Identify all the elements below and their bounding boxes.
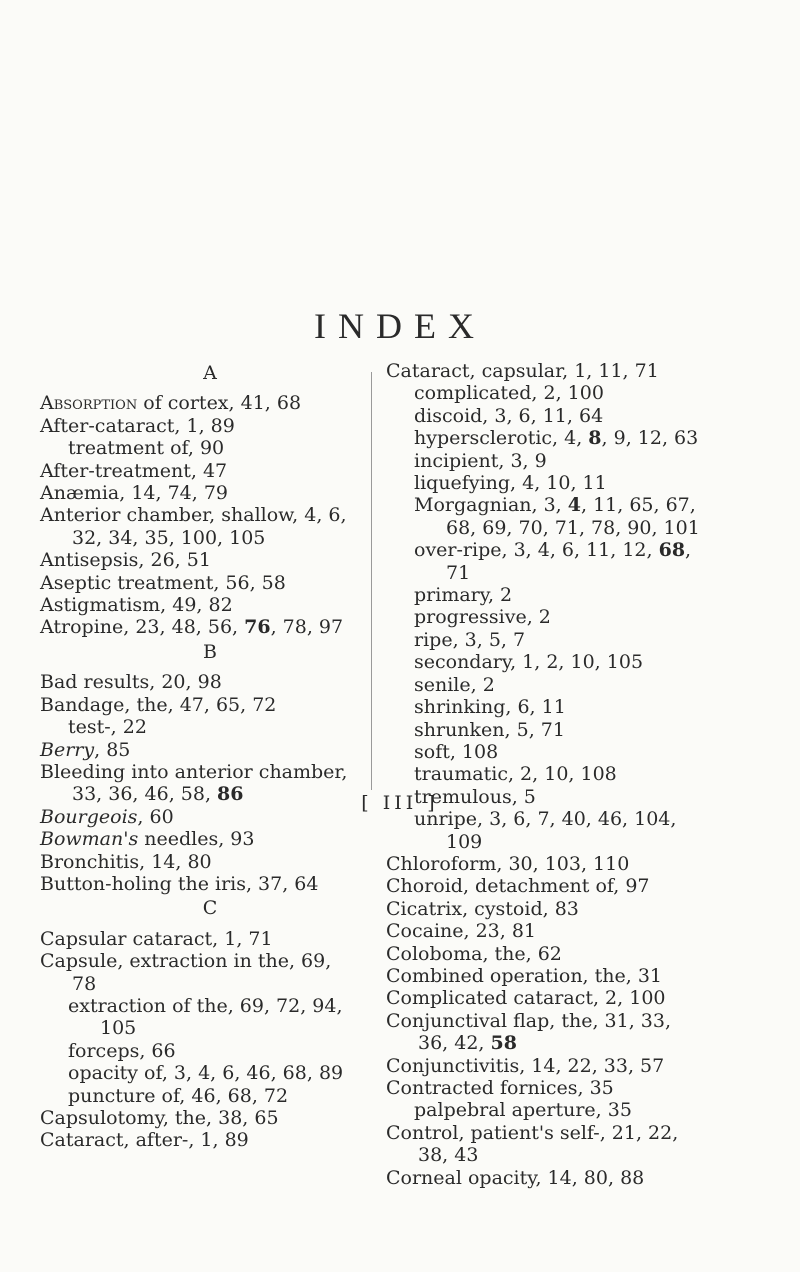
entry-text: shrinking, 6, 11: [414, 696, 566, 719]
index-subentry: [40, 716, 380, 738]
entry-text: puncture of, 46, 68, 72: [68, 1084, 289, 1107]
entry-text: Combined operation, the, 31: [386, 964, 663, 987]
index-subentry: [386, 674, 766, 696]
entry-text: 78: [72, 972, 97, 995]
entry-bold-page: 58: [490, 1032, 517, 1055]
index-entry: [40, 761, 380, 783]
entry-tail: , 11, 65, 67,: [581, 494, 696, 517]
index-entry: [40, 671, 380, 693]
index-continuation: [40, 527, 380, 549]
entry-text: complicated, 2, 100: [414, 382, 604, 405]
entry-text: discoid, 3, 6, 11, 64: [414, 404, 604, 427]
section-letter: A: [203, 362, 217, 384]
index-entry: [40, 873, 380, 895]
index-continuation: [386, 1032, 766, 1054]
index-entry: [40, 549, 380, 571]
entry-text: needles, 93: [138, 828, 255, 851]
entry-text: 36, 42,: [418, 1032, 491, 1055]
index-subentry: [386, 741, 766, 763]
entry-text: Capsulotomy, the, 38, 65: [40, 1107, 279, 1129]
index-entry: [40, 415, 380, 437]
entry-text: opacity of, 3, 4, 6, 46, 68, 89: [68, 1062, 344, 1085]
entry-text: 105: [100, 1017, 137, 1040]
entry-bold-page: 8: [588, 427, 602, 450]
index-continuation: [40, 973, 380, 995]
index-entry: [40, 828, 380, 850]
entry-text: , 60: [137, 805, 174, 828]
index-entry: [40, 594, 380, 616]
entry-text: , 85: [94, 738, 131, 761]
entry-bold-page: 68: [658, 539, 686, 562]
entry-tail: , 78, 97: [270, 616, 344, 639]
index-column-right: [386, 360, 766, 1189]
index-entry: [386, 898, 766, 920]
index-entry: [386, 943, 766, 965]
entry-text: 109: [446, 830, 483, 853]
index-entry: [40, 694, 380, 716]
index-continuation: [386, 831, 766, 853]
entry-text: Anæmia, 14, 74, 79: [40, 482, 229, 505]
index-entry: [386, 360, 766, 382]
entry-text: Bandage, the, 47, 65, 72: [40, 693, 277, 716]
index-entry: [40, 739, 380, 761]
entry-text: Button-holing the iris, 37, 64: [40, 872, 319, 895]
index-subentry: [386, 427, 766, 449]
entry-text: unripe, 3, 6, 7, 40, 46, 104,: [414, 808, 677, 831]
entry-text: After-cataract, 1, 89: [40, 414, 235, 437]
column-divider: [371, 372, 372, 790]
index-entry: [386, 987, 766, 1009]
entry-bold-page: 86: [217, 783, 244, 806]
index-subentry: [386, 382, 766, 404]
entry-text: tremulous, 5: [414, 785, 536, 808]
entry-text: After-treatment, 47: [40, 459, 228, 482]
entry-text: hypersclerotic, 4,: [414, 427, 589, 450]
entry-text: shrunken, 5, 71: [414, 718, 565, 741]
entry-text: 71: [446, 561, 471, 584]
index-subentry: [40, 1040, 380, 1062]
index-entry: [386, 853, 766, 875]
index-subentry: [386, 629, 766, 651]
index-entry: [40, 572, 380, 594]
entry-tail: , 9, 12, 63: [601, 427, 699, 450]
entry-text: Conjunctivitis, 14, 22, 33, 57: [386, 1054, 665, 1077]
index-entry: [40, 928, 380, 950]
entry-text: Bronchitis, 14, 80: [40, 850, 212, 873]
index-continuation: [386, 562, 766, 584]
entry-text: secondary, 1, 2, 10, 105: [414, 651, 644, 674]
index-entry: [386, 1167, 766, 1189]
entry-text: over-ripe, 3, 4, 6, 11, 12,: [414, 539, 659, 562]
index-entry: [386, 1010, 766, 1032]
index-subentry: [386, 584, 766, 606]
entry-italic: Bourgeois: [40, 805, 138, 828]
index-entry: [386, 875, 766, 897]
index-subentry: [40, 437, 380, 459]
entry-text: primary, 2: [414, 584, 513, 607]
entry-text: Cicatrix, cystoid, 83: [386, 897, 579, 920]
index-entry: [40, 392, 380, 414]
index-entry: [40, 460, 380, 482]
entry-bold-page: 4: [567, 494, 581, 517]
index-continuation: [40, 1017, 380, 1039]
index-subentry: [386, 606, 766, 628]
index-column-left: [40, 360, 380, 1152]
index-subentry: [386, 405, 766, 427]
entry-text: incipient, 3, 9: [414, 449, 547, 472]
index-subentry: [386, 539, 766, 561]
entry-text: Chloroform, 30, 103, 110: [386, 852, 630, 875]
page-title: INDEX: [314, 306, 486, 346]
index-entry: [40, 950, 380, 972]
entry-bold-page: 76: [244, 616, 271, 639]
index-subentry: [386, 1099, 766, 1121]
index-subentry: [386, 494, 766, 516]
entry-text: liquefying, 4, 10, 11: [414, 472, 607, 495]
index-subentry: [40, 995, 380, 1017]
entry-text: Choroid, detachment of, 97: [386, 875, 650, 898]
entry-text: Bad results, 20, 98: [40, 671, 222, 694]
index-entry: [386, 965, 766, 987]
entry-text: Bleeding into anterior chamber,: [40, 760, 348, 783]
index-subentry: [386, 651, 766, 673]
index-subentry: [386, 763, 766, 785]
entry-text: senile, 2: [414, 673, 495, 696]
index-subentry: [386, 696, 766, 718]
index-entry: [40, 1129, 380, 1151]
entry-text: palpebral aperture, 35: [414, 1099, 632, 1122]
entry-text: 68, 69, 70, 71, 78, 90, 101: [446, 516, 700, 539]
entry-text: Conjunctival flap, the, 31, 33,: [386, 1009, 672, 1032]
entry-italic: Berry: [40, 738, 95, 761]
entry-text: 38, 43: [418, 1144, 479, 1167]
index-entry: [40, 504, 380, 526]
entry-text: of cortex, 41, 68: [137, 392, 302, 415]
section-letter: C: [202, 897, 218, 920]
entry-italic: Bowman's: [40, 828, 139, 851]
entry-text: Cocaine, 23, 81: [386, 920, 537, 943]
entry-text: 32, 34, 35, 100, 105: [72, 526, 266, 549]
entry-text: Coloboma, the, 62: [386, 942, 562, 965]
entry-text: Control, patient's self-, 21, 22,: [386, 1121, 679, 1144]
index-entry: [386, 1122, 766, 1144]
entry-text: forceps, 66: [68, 1039, 176, 1062]
index-subentry: [386, 472, 766, 494]
index-subentry: [40, 1062, 380, 1084]
entry-text: Atropine, 23, 48, 56,: [40, 616, 245, 639]
index-subentry: [386, 719, 766, 741]
entry-text: progressive, 2: [414, 606, 551, 629]
page-number: [ III ]: [361, 792, 439, 814]
entry-tail: ,: [685, 539, 692, 562]
section-letter: B: [203, 640, 217, 663]
entry-text: Cataract, after-, 1, 89: [40, 1129, 249, 1152]
entry-text: Astigmatism, 49, 82: [40, 594, 233, 617]
entry-text: Cataract, capsular, 1, 11, 71: [386, 360, 659, 382]
index-entry: [386, 1055, 766, 1077]
index-entry: [40, 1107, 380, 1129]
entry-text: Contracted fornices, 35: [386, 1077, 614, 1099]
entry-text: Corneal opacity, 14, 80, 88: [386, 1166, 645, 1189]
entry-text: Capsular cataract, 1, 71: [40, 927, 273, 950]
entry-text: Anterior chamber, shallow, 4, 6,: [40, 504, 347, 527]
entry-text: 33, 36, 46, 58,: [72, 783, 218, 806]
index-subentry: [386, 450, 766, 472]
index-continuation: [386, 517, 766, 539]
entry-text: Capsule, extraction in the, 69,: [40, 950, 332, 973]
index-entry: [40, 482, 380, 504]
entry-text: Morgagnian, 3,: [414, 494, 568, 517]
index-entry: [40, 851, 380, 873]
entry-text: Complicated cataract, 2, 100: [386, 987, 666, 1010]
entry-text: traumatic, 2, 10, 108: [414, 763, 617, 786]
entry-text: treatment of, 90: [68, 437, 225, 460]
entry-text: test-, 22: [68, 716, 147, 739]
index-entry: [386, 920, 766, 942]
entry-text: Aseptic treatment, 56, 58: [40, 571, 286, 594]
entry-text: soft, 108: [414, 740, 499, 763]
index-entry: [386, 1077, 766, 1099]
entry-lead: Absorption: [40, 392, 138, 415]
index-entry: [40, 616, 380, 638]
index-continuation: [386, 1144, 766, 1166]
index-subentry: [40, 1085, 380, 1107]
entry-text: extraction of the, 69, 72, 94,: [68, 994, 343, 1017]
entry-text: ripe, 3, 5, 7: [414, 628, 526, 651]
entry-text: Antisepsis, 26, 51: [40, 549, 211, 572]
